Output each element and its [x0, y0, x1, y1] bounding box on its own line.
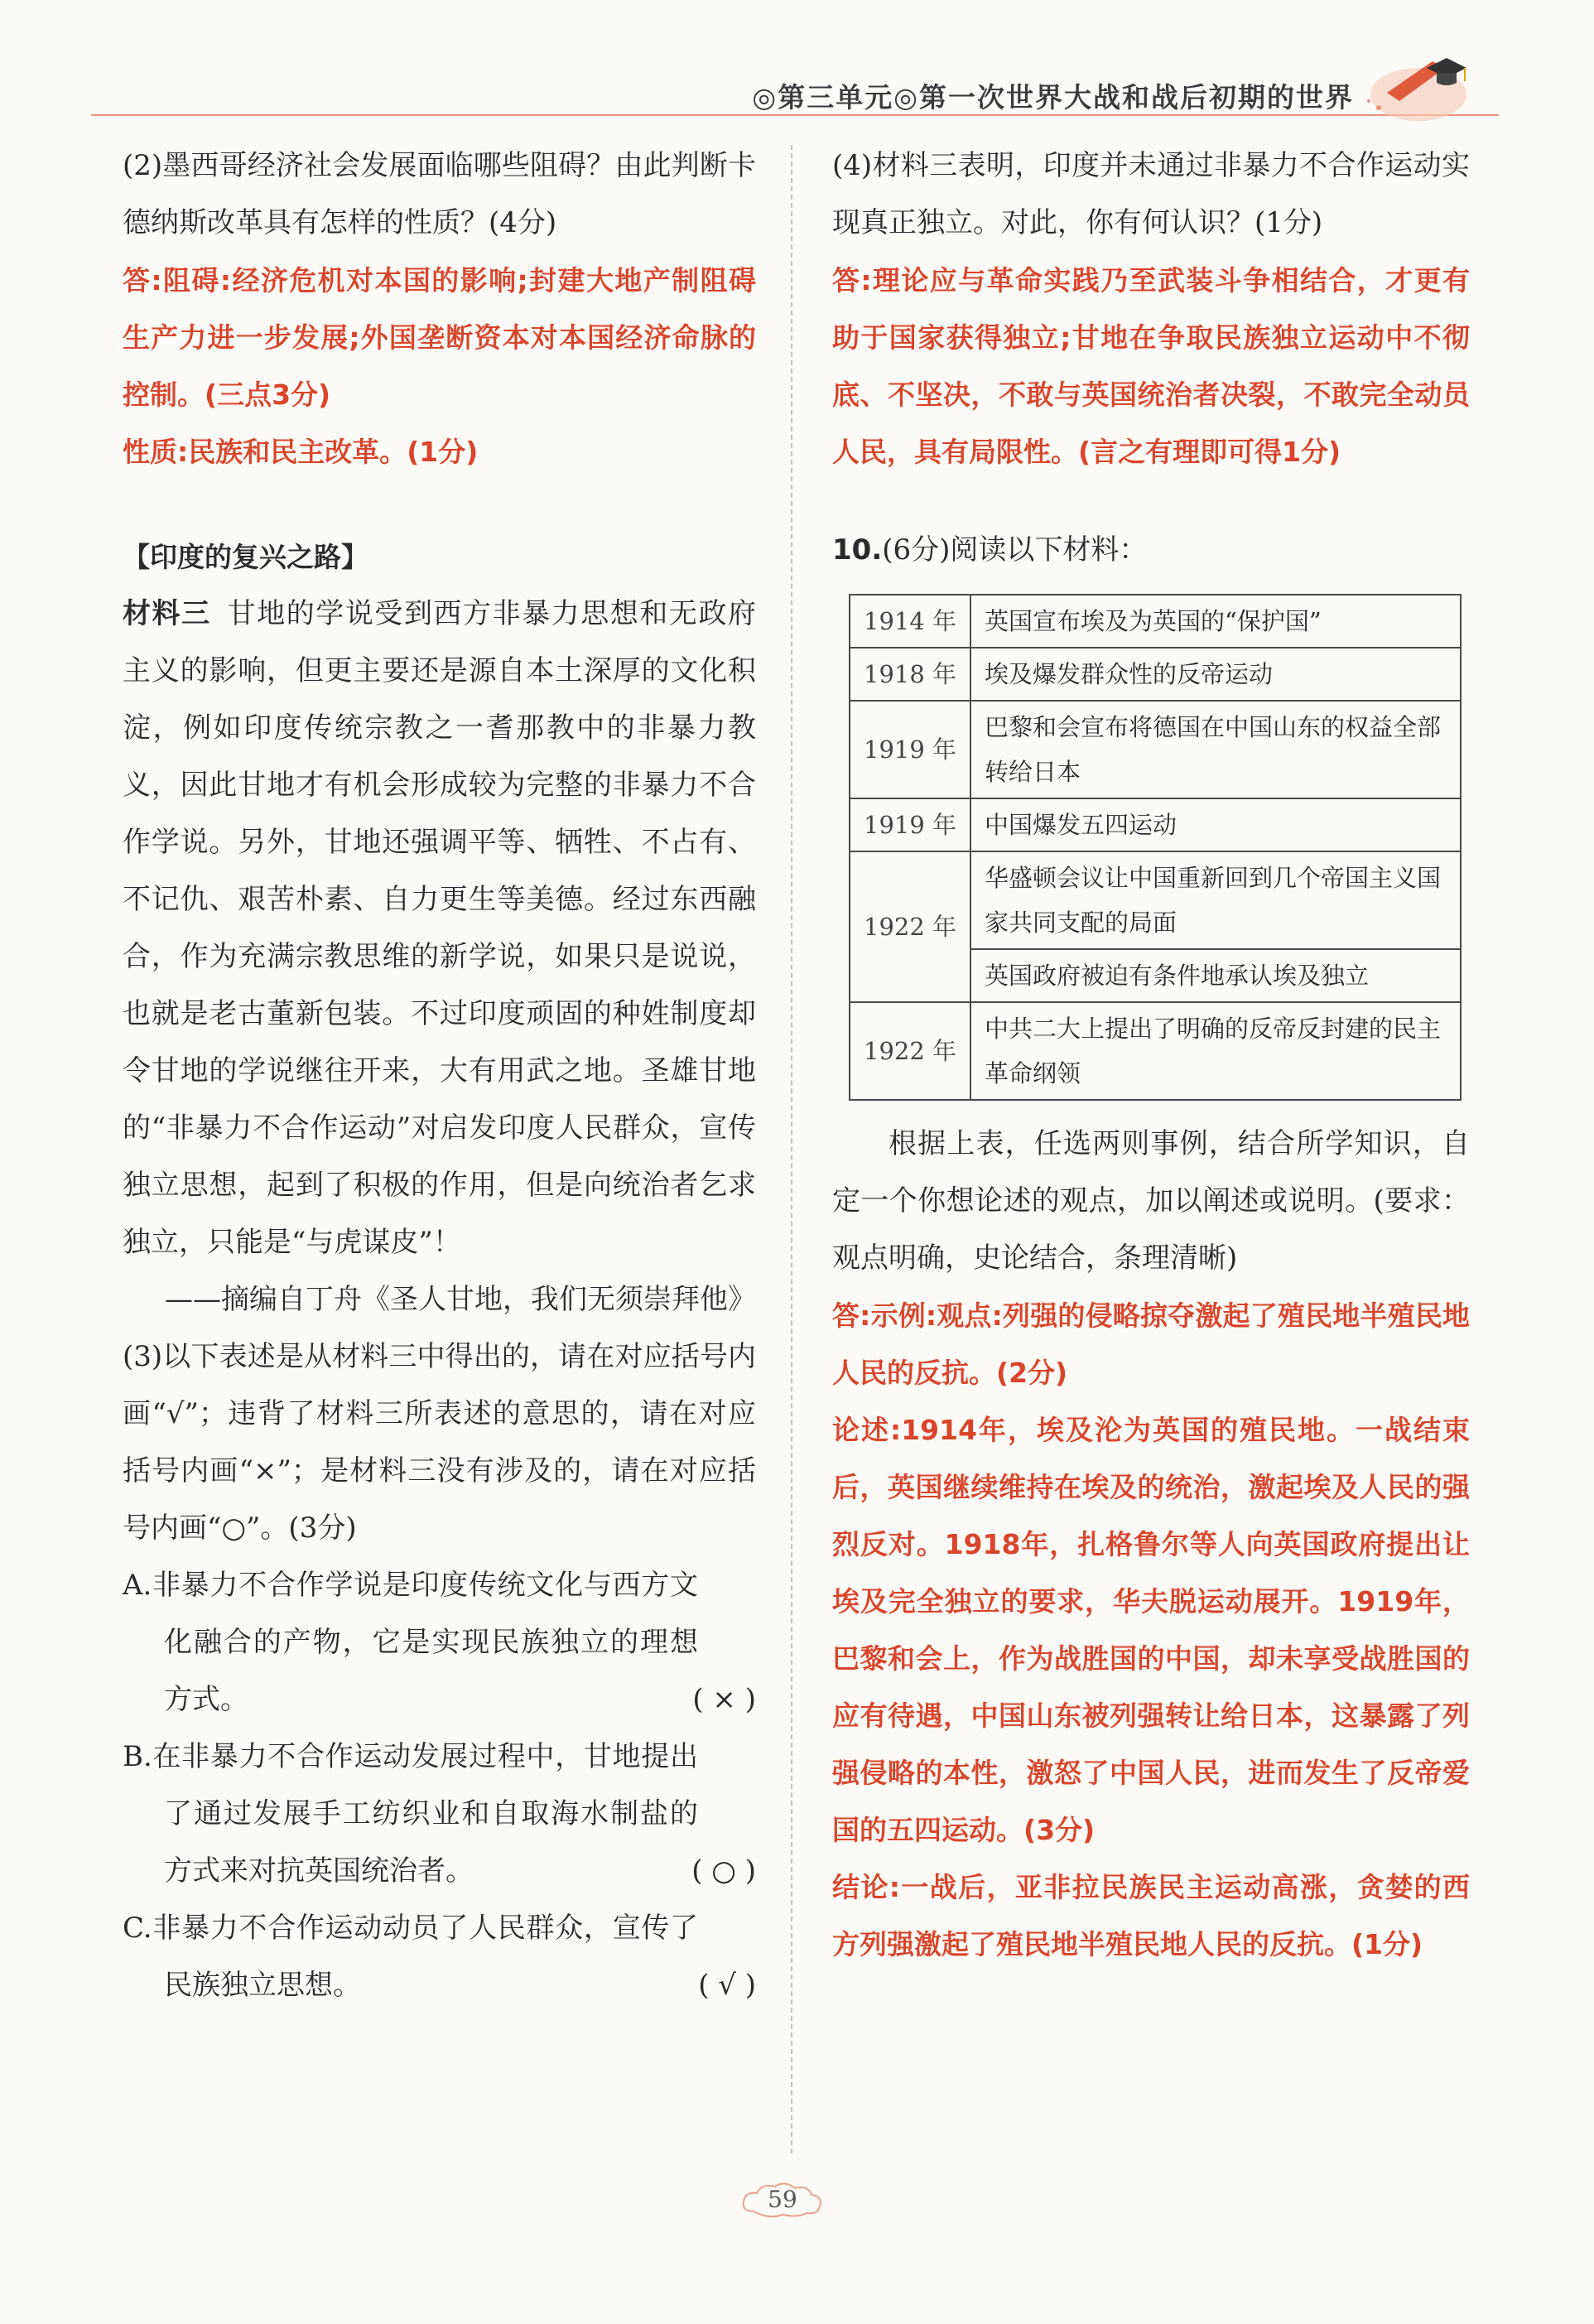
table-cell-year: 1922 年	[850, 851, 970, 1002]
option-c-text: C.非暴力不合作运动动员了人民群众，宣传了民族独立思想。	[123, 1912, 698, 2002]
graduation-cap-icon	[1354, 43, 1470, 126]
answer-10-argument: 论述:1914年，埃及沦为英国的殖民地。一战结束后，英国继续维持在埃及的统治，激起埃及人民的强烈反对。1918年，扎格鲁尔等人向英国政府提出让埃及完全独立的要求，华夫脱运动展开。1919年，巴黎和会上，作为战胜国的中国，却未享受战胜国的应有待遇，中国山东被列强转让给日本，这暴露了列强侵略的本性，激怒了中国人民，进而发生了反帝爱国的五四运动。(3分)	[832, 1414, 1470, 1846]
table-cell-year: 1922 年	[850, 1002, 970, 1100]
answer-10-viewpoint: 答:示例:观点:列强的侵略掠夺激起了殖民地半殖民地人民的反抗。(2分)	[832, 1299, 1470, 1389]
table-row	[850, 798, 1461, 851]
answer-2-nature: 性质:民族和民主改革。(1分)	[123, 436, 479, 468]
option-c-mark: ( √ )	[698, 1969, 756, 2002]
answer-4: 答:理论应与革命实践乃至武装斗争相结合，才更有助于国家获得独立;甘地在争取民族独立运动中不彻底、不坚决，不敢与英国统治者决裂，不敢完全动员人民，具有局限性。(言之有理即可得1分)	[832, 264, 1470, 468]
events-table	[849, 594, 1462, 1101]
table-row	[850, 648, 1461, 701]
table-cell-event: 华盛顿会议让中国重新回到几个帝国主义国家共同支配的局面	[970, 851, 1461, 949]
material-3	[123, 586, 756, 1271]
table-cell-year: 1919 年	[850, 798, 970, 851]
left-column	[123, 137, 756, 2014]
material-3-text: 甘地的学说受到西方非暴力思想和无政府主义的影响，但更主要还是源自本土深厚的文化积淀，例如印度传统宗教之一耆那教中的非暴力教义，因此甘地才有机会形成较为完整的非暴力不合作学说。另外，甘地还强调平等、牺牲、不占有、不记仇、艰苦朴素、自力更生等美德。经过东西融合，作为充满宗教思维的新学说，如果只是说说，也就是老古董新包装。不过印度顽固的种姓制度却令甘地的学说继往开来，大有用武之地。圣雄甘地的“非暴力不合作运动”对启发印度人民群众，宣传独立思想，起到了积极的作用，但是向统治者乞求独立，只能是“与虎谋皮”！	[123, 597, 757, 1259]
table-cell-event: 英国政府被迫有条件地承认埃及独立	[970, 949, 1461, 1002]
section-title: 【印度的复兴之路】	[123, 541, 368, 573]
answer-10-conclusion: 结论:一战后，亚非拉民族民主运动高涨，贪婪的西方列强激起了殖民地半殖民地人民的反抗。(1分)	[832, 1871, 1470, 1960]
table-cell-year: 1914 年	[850, 595, 970, 648]
material-3-label: 材料三	[123, 597, 211, 630]
right-column	[832, 137, 1470, 1973]
table-cell-event: 英国宣布埃及为英国的“保护国”	[970, 595, 1461, 648]
table-cell-event: 埃及爆发群众性的反帝运动	[970, 648, 1461, 701]
option-b-mark: ( ○ )	[691, 1854, 756, 1888]
unit-title: ◎第三单元◎第一次世界大战和战后初期的世界	[752, 81, 1354, 113]
option-a-mark: ( × )	[692, 1683, 756, 1716]
table-row	[850, 851, 1461, 949]
answer-2-obstacles: 答:阻碍:经济危机对本国的影响;封建大地产制阻碍生产力进一步发展;外国垄断资本对本国经济命脉的控制。(三点3分)	[123, 264, 756, 411]
table-cell-year: 1918 年	[850, 648, 970, 701]
question-3: (3)以下表述是从材料三中得出的，请在对应括号内画“√”；违背了材料三所表述的意思的，请在对应括号内画“×”；是材料三没有涉及的，请在对应括号内画“○”。(3分)	[123, 1340, 756, 1545]
material-3-source: ——摘编自丁舟《圣人甘地，我们无须崇拜他》	[165, 1283, 756, 1316]
page-number	[737, 2178, 828, 2221]
page-number-text: 59	[768, 2186, 797, 2213]
table-cell-year: 1919 年	[850, 701, 970, 798]
option-c	[123, 1900, 756, 2014]
option-b-text: B.在非暴力不合作运动发展过程中，甘地提出了通过发展手工纺织业和自取海水制盐的方式来对抗英国统治者。	[123, 1740, 698, 1888]
option-a-text: A.非暴力不合作学说是印度传统文化与西方文化融合的产物，它是实现民族独立的理想方式。	[123, 1569, 698, 1716]
table-row	[850, 701, 1461, 798]
question-10	[832, 522, 1470, 579]
question-2: (2)墨西哥经济社会发展面临哪些阻碍？由此判断卡德纳斯改革具有怎样的性质？(4分)	[123, 149, 756, 239]
table-cell-event: 中国爆发五四运动	[970, 798, 1461, 851]
table-cell-event: 巴黎和会宣布将德国在中国山东的权益全部转给日本	[970, 701, 1461, 798]
option-b	[123, 1729, 756, 1900]
column-divider	[791, 145, 792, 2153]
table-cell-event: 中共二大上提出了明确的反帝反封建的民主革命纲领	[970, 1002, 1461, 1100]
question-4: (4)材料三表明，印度并未通过非暴力不合作运动实现真正独立。对此，你有何认识？(1分)	[832, 149, 1470, 239]
question-10-instruction: 根据上表，任选两则事例，结合所学知识，自定一个你想论述的观点，加以阐述或说明。(要求：观点明确，史论结合，条理清晰)	[832, 1127, 1470, 1275]
question-10-prompt: (6分)阅读以下材料：	[882, 533, 1148, 567]
option-a	[123, 1557, 756, 1729]
table-row	[850, 1002, 1461, 1100]
table-row	[850, 595, 1461, 648]
question-10-number: 10.	[832, 533, 883, 567]
